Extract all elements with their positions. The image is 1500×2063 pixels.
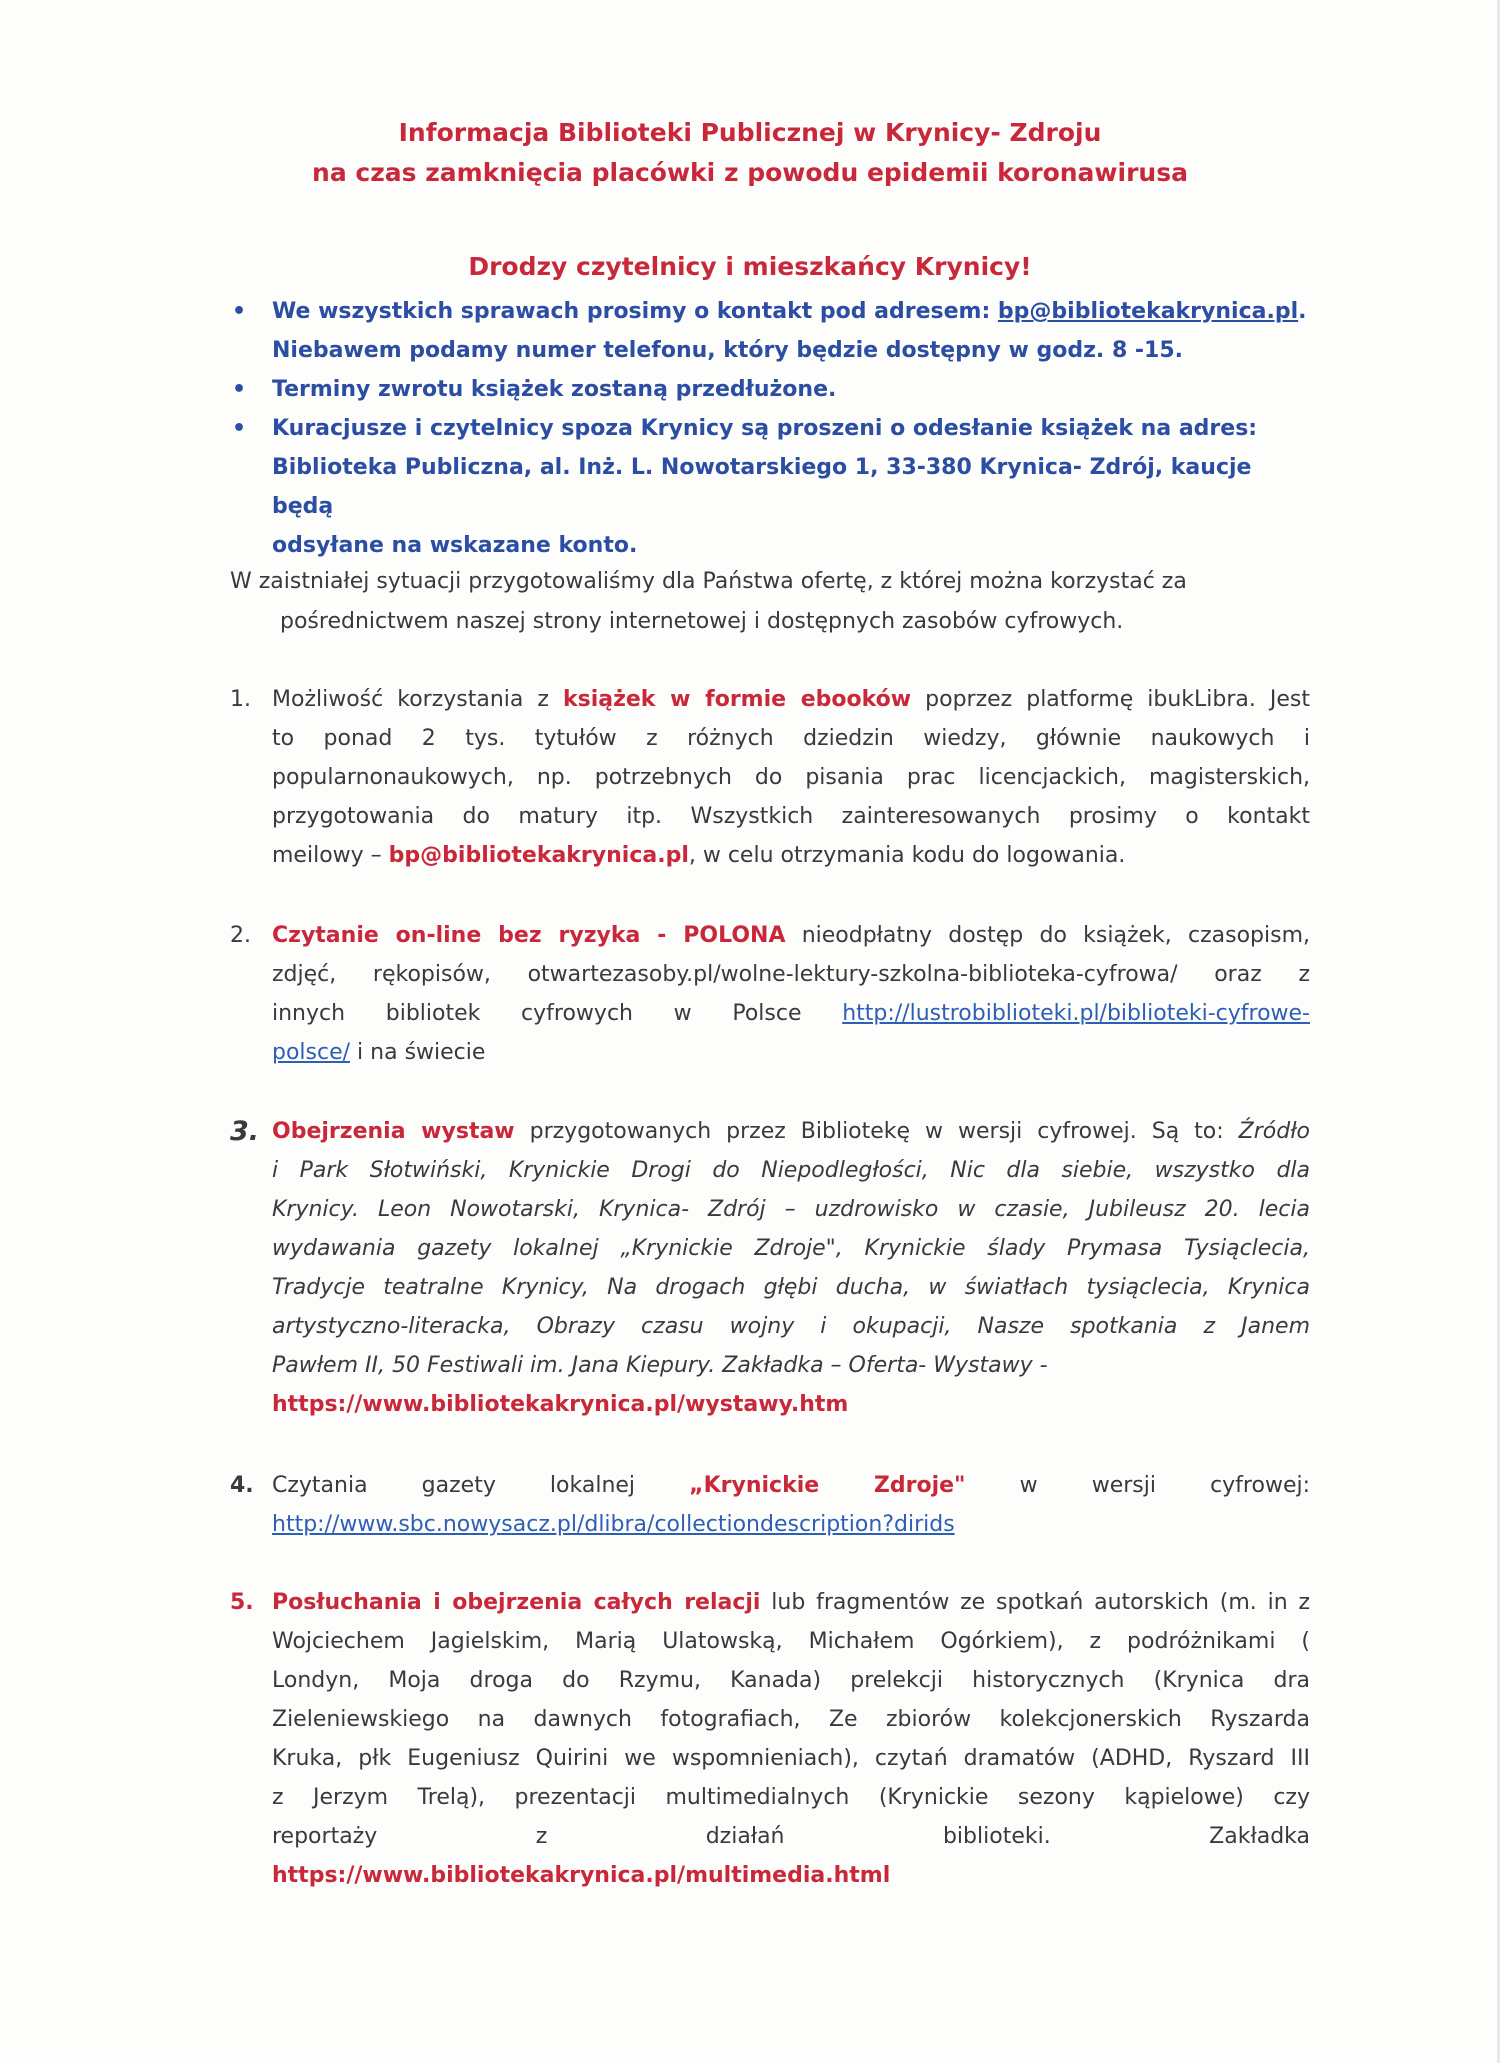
item-email[interactable]: bp@bibliotekakrynica.pl: [388, 843, 689, 868]
item-text: Zieleniewskiego na dawnych fotografiach, Ze zbiorów kolekcjonerskich Ryszarda: [272, 1707, 1310, 1732]
item-highlight: książek w formie ebooków: [562, 687, 912, 712]
bullet-text: Terminy zwrotu książek zostaną przedłużone.: [272, 377, 837, 402]
item-text: w wersji cyfrowej:: [965, 1473, 1310, 1498]
item-highlight: „Krynickie Zdroje": [689, 1473, 966, 1498]
bullet-text: Kuracjusze i czytelnicy spoza Krynicy są proszeni o odesłanie książek na adres:: [272, 416, 1258, 441]
intro-paragraph: [230, 562, 1310, 642]
item-text: z Jerzym Trelą), prezentacji multimedialnych (Krynickie sezony kąpielowe) czy: [272, 1785, 1310, 1810]
sbc-library-link[interactable]: http://www.sbc.nowysacz.pl/dlibra/collectiondescription?dirids: [272, 1512, 955, 1537]
item-highlight: Czytanie on-line bez ryzyka - POLONA: [272, 923, 786, 948]
document-title-line-1: Informacja Biblioteki Publicznej w Krynicy- Zdroju: [398, 118, 1102, 147]
item-text: Tradycje teatralne Krynicy, Na drogach głębi ducha, w światłach tysiąclecia, Krynica: [272, 1275, 1310, 1300]
lustro-biblioteki-link[interactable]: http://lustrobiblioteki.pl/biblioteki-cyfrowe-: [842, 1001, 1310, 1026]
item-number: 5.: [230, 1590, 254, 1615]
greeting-heading: Drodzy czytelnicy i mieszkańcy Krynicy!: [468, 252, 1032, 281]
item-text: i Park Słotwiński, Krynickie Drogi do Niepodległości, Nic dla siebie, wszystko dla: [272, 1158, 1310, 1183]
item-text: Kruka, płk Eugeniusz Quirini we wspomnieniach), czytań dramatów (ADHD, Ryszard III: [272, 1746, 1310, 1771]
item-text: przygotowanych przez Bibliotekę w wersji cyfrowej. Są to:: [514, 1119, 1239, 1144]
item-text: Londyn, Moja droga do Rzymu, Kanada) prelekcji historycznych (Krynica dra: [272, 1668, 1310, 1693]
item-number: 2.: [230, 923, 251, 948]
item-text: reportaży z działań biblioteki. Zakładka: [272, 1824, 1310, 1849]
item-number: 1.: [230, 687, 251, 712]
exhibitions-url[interactable]: https://www.bibliotekakrynica.pl/wystawy.htm: [272, 1392, 849, 1417]
bullet-item-mailing-address: [232, 409, 1312, 565]
bullet-text: .: [1298, 299, 1307, 324]
item-highlight: Posłuchania i obejrzenia całych relacji: [272, 1590, 761, 1615]
item-number: 4.: [230, 1473, 254, 1498]
item-text: , w celu otrzymania kodu do logowania.: [688, 843, 1126, 868]
bullet-dot-icon: •: [232, 377, 247, 402]
offer-item-exhibitions: [230, 1112, 1310, 1424]
item-text: to ponad 2 tys. tytułów z różnych dziedzin wiedzy, głównie naukowych i: [272, 726, 1310, 751]
item-highlight: Obejrzenia wystaw: [272, 1119, 515, 1144]
bullet-text: odsyłane na wskazane konto.: [272, 533, 638, 558]
bullet-text: Biblioteka Publiczna, al. Inż. L. Nowotarskiego 1, 33-380 Krynica- Zdrój, kaucje będą: [272, 455, 1252, 519]
bullet-dot-icon: •: [232, 416, 247, 441]
item-text: Krynicy. Leon Nowotarski, Krynica- Zdrój – uzdrowisko w czasie, Jubileusz 20. lecia: [272, 1197, 1310, 1222]
offer-item-newspaper: [230, 1466, 1310, 1544]
item-text: innych bibliotek cyfrowych w Polsce: [272, 1001, 843, 1026]
item-text: Możliwość korzystania z: [272, 687, 563, 712]
item-number: 3.: [230, 1116, 260, 1147]
bullet-item-return-dates: [232, 370, 1312, 409]
item-text: popularnonaukowych, np. potrzebnych do pisania prac licencjackich, magisterskich,: [272, 765, 1310, 790]
notice-bullet-list: [232, 292, 1312, 565]
intro-line: W zaistniałej sytuacji przygotowaliśmy dla Państwa ofertę, z której można korzystać za: [230, 569, 1187, 594]
item-text: artystyczno-literacka, Obrazy czasu wojny i okupacji, Nasze spotkania z Janem: [272, 1314, 1310, 1339]
item-text: poprzez platformę ibukLibra. Jest: [911, 687, 1311, 712]
offer-item-multimedia: [230, 1583, 1310, 1895]
lustro-biblioteki-link-cont[interactable]: polsce/: [272, 1040, 351, 1065]
bullet-text: We wszystkich sprawach prosimy o kontakt pod adresem:: [272, 299, 998, 324]
item-text: wydawania gazety lokalnej „Krynickie Zdroje", Krynickie ślady Prymasa Tysiąclecia,: [272, 1236, 1310, 1261]
item-text: Czytania gazety lokalnej: [272, 1473, 690, 1498]
item-text: nieodpłatny dostęp do książek, czasopism,: [785, 923, 1311, 948]
multimedia-url[interactable]: https://www.bibliotekakrynica.pl/multimedia.html: [272, 1863, 891, 1888]
bullet-text: Niebawem podamy numer telefonu, który będzie dostępny w godz. 8 -15.: [272, 338, 1184, 363]
item-text: Źródło: [1238, 1119, 1310, 1144]
document-title-line-2: na czas zamknięcia placówki z powodu epidemii koronawirusa: [312, 158, 1188, 187]
contact-email-link[interactable]: bp@bibliotekakrynica.pl: [997, 299, 1299, 324]
item-text: przygotowania do matury itp. Wszystkich zainteresowanych prosimy o kontakt: [272, 804, 1310, 829]
bullet-dot-icon: •: [232, 299, 247, 324]
item-text: Wojciechem Jagielskim, Marią Ulatowską, Michałem Ogórkiem), z podróżnikami (: [272, 1629, 1310, 1654]
bullet-item-contact: [232, 292, 1312, 370]
item-text: zdjęć, rękopisów, otwartezasoby.pl/wolne-lektury-szkolna-biblioteka-cyfrowa/ oraz z: [272, 962, 1310, 987]
offer-item-ebooks: [230, 680, 1310, 875]
item-text: Pawłem II, 50 Festiwali im. Jana Kiepury. Zakładka – Oferta- Wystawy -: [272, 1353, 1048, 1378]
offer-item-polona: [230, 916, 1310, 1072]
item-text: i na świecie: [350, 1040, 486, 1065]
item-text: lub fragmentów ze spotkań autorskich (m. in z: [760, 1590, 1310, 1615]
intro-line: pośrednictwem naszej strony internetowej i dostępnych zasobów cyfrowych.: [280, 609, 1124, 634]
item-text: meilowy –: [272, 843, 389, 868]
